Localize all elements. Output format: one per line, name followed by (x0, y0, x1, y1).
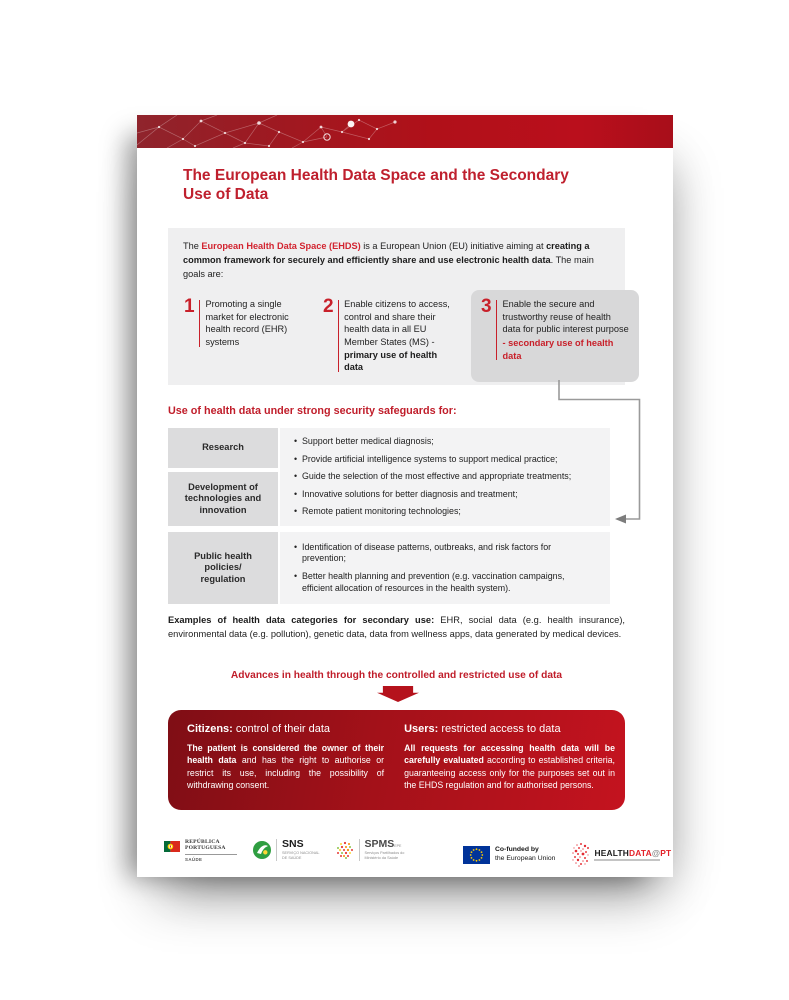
goal-1 (184, 298, 308, 349)
users-body (404, 742, 615, 791)
bullets-panel-2 (280, 532, 610, 604)
republica-line2: PORTUGUESA (185, 845, 226, 852)
spms-name (365, 839, 405, 850)
bullet-item: • Provide artificial intelligence systems to support medical practice; (294, 454, 596, 466)
eu-line1: Co-funded by (495, 846, 539, 854)
goal-1-text: Promoting a single market for electronic health record (EHR) systems (205, 299, 289, 348)
row-label-development (168, 472, 278, 526)
bullets-panel-1 (280, 428, 610, 526)
citizens-body-bold: The patient is considered the owner of their health data (187, 743, 385, 766)
eu-line2: the European Union (495, 855, 556, 862)
row-label-research-text: Research (202, 442, 244, 453)
portugal-flag-icon (164, 841, 180, 852)
healthdata-health: HEALTH (594, 847, 630, 858)
users-heading (404, 723, 615, 735)
spms-name-text: SPMS (364, 838, 395, 851)
goal-2-number: 2 (323, 296, 334, 317)
outcome-box (168, 710, 625, 810)
examples-bold: Examples of health data categories for secondary use: (168, 615, 435, 625)
row-label-research (168, 428, 278, 468)
healthdata-dots-icon (571, 842, 591, 868)
healthdata-pt: PT (660, 847, 672, 858)
safeguards-heading: Use of health data under strong security safeguards for: (168, 405, 457, 417)
goal-3-box (471, 290, 639, 382)
intro-paragraph (183, 240, 615, 281)
poster-page (137, 115, 673, 877)
republica-saude: SAÚDE (185, 857, 203, 863)
republica-text-block (185, 839, 237, 862)
intro-box (168, 228, 629, 385)
intro-bold: creating a common framework for securely and efficiently share and use electronic health data (183, 241, 590, 265)
intro-suffix: . The main goals are: (183, 254, 594, 279)
advances-caption: Advances in health through the controlled and restricted use of data (230, 670, 563, 681)
citizens-label: Citizens: (187, 723, 233, 735)
healthdata-tagline (594, 859, 660, 861)
spms-sub1: Serviços Partilhados do (364, 851, 405, 856)
sns-text-block (282, 839, 320, 860)
examples-paragraph (168, 613, 625, 642)
plexus-pattern-icon (137, 115, 673, 148)
spms-icon (336, 841, 354, 859)
spms-logo (336, 839, 405, 861)
row-label-public-health (168, 532, 278, 604)
intro-highlight: European Health Data Space (EHDS) (201, 241, 361, 251)
users-label: Users: (404, 723, 439, 735)
goal-1-bar (199, 300, 200, 347)
spms-sub (365, 851, 405, 860)
down-arrow-icon (377, 686, 419, 702)
sns-sub2: DE SAÚDE (282, 856, 302, 860)
citizens-body (187, 742, 384, 791)
safeguards-table (168, 428, 610, 605)
goal-3-text (503, 298, 631, 362)
bullet-item: • Support better medical diagnosis; (294, 436, 596, 448)
sns-sub (282, 851, 320, 860)
page-title (183, 166, 623, 204)
goal-2-text-bold: primary use of health data (344, 349, 438, 373)
users-title: restricted access to data (441, 723, 561, 735)
page-title-line1: The European Health Data Space and the Secondary (183, 167, 569, 184)
bullet-item: • Guide the selection of the most effective and appropriate treatments; (294, 471, 596, 483)
intro-prefix: The (183, 241, 202, 251)
republica-rule (185, 854, 237, 855)
sns-sub1: SERVIÇO NACIONAL (282, 851, 320, 856)
citizens-heading (187, 723, 384, 735)
spms-suffix: EPE (394, 844, 402, 849)
users-body-bold: All requests for accessing health data will be carefully evaluated (404, 743, 615, 766)
republica-line1: REPÚBLICA (185, 839, 220, 845)
healthdata-pt-logo (571, 842, 671, 868)
footer-left-logos (164, 839, 404, 862)
healthdata-text-block (594, 849, 671, 862)
bullet-item: • Identification of disease patterns, outbreaks, and risk factors for prevention; (294, 542, 596, 565)
healthdata-data: DATA (629, 847, 652, 858)
page-title-line2: Use of Data (183, 186, 269, 203)
goal-3 (481, 298, 631, 362)
eu-cofunded-label (495, 846, 555, 864)
citizens-column (187, 723, 384, 810)
goal-3-text-plain: Enable the secure and trustworthy reuse of health data for public interest purpose (502, 299, 629, 335)
healthdata-title (594, 849, 671, 857)
eu-flag-icon (463, 846, 490, 864)
bullet-item: • Innovative solutions for better diagnosis and treatment; (294, 489, 596, 501)
spms-text-block (365, 839, 405, 860)
row-label-development-text: Development of technologies and innovation (184, 481, 262, 515)
goal-2-text-plain: Enable citizens to access, control and share their health data in all EU Member States (MS) - (344, 299, 450, 348)
citizens-body-text: and has the right to authorise or restrict its use, including the possibility of withdrawing consent. (187, 755, 385, 790)
citizens-title: control of their data (235, 723, 331, 735)
goal-3-number: 3 (481, 296, 492, 317)
sns-logo (253, 839, 320, 861)
sns-icon (253, 841, 271, 859)
goal-2-bar (338, 300, 339, 372)
banner (137, 115, 673, 148)
goals-row (184, 290, 629, 382)
intro-middle: is a European Union (EU) initiative aiming at (360, 241, 547, 251)
examples-text: EHR, social data (e.g. health insurance), environmental data (e.g. pollution), genetic data, data from wellness apps, data generated by medical devices. (168, 615, 625, 640)
users-column (404, 723, 615, 810)
divider (276, 839, 277, 861)
goal-2 (323, 298, 455, 374)
eu-cofunded-logo (463, 846, 555, 864)
goal-3-text-red: - secondary use of health data (502, 338, 614, 361)
goal-2-text (344, 298, 455, 374)
spms-sub2: Ministério da Saúde (364, 856, 399, 860)
users-body-text: according to established criteria, guaranteeing access only for the purposes set out in the EHDS regulation and for authorised persons. (404, 755, 615, 790)
divider (359, 839, 360, 861)
footer-right-logos (463, 842, 671, 868)
bullet-item: • Better health planning and prevention (e.g. vaccination campaigns, efficient allocation of resources in the health system). (294, 571, 596, 594)
goal-1-number: 1 (184, 296, 195, 317)
republica-portuguesa-logo (164, 839, 237, 862)
goal-3-bar (496, 300, 497, 360)
bullet-item: • Remote patient monitoring technologies; (294, 506, 596, 518)
row-label-public-health-text: Public health policies/ regulation (194, 550, 252, 584)
healthdata-at: @ (651, 847, 661, 858)
sns-name: SNS (282, 838, 304, 851)
